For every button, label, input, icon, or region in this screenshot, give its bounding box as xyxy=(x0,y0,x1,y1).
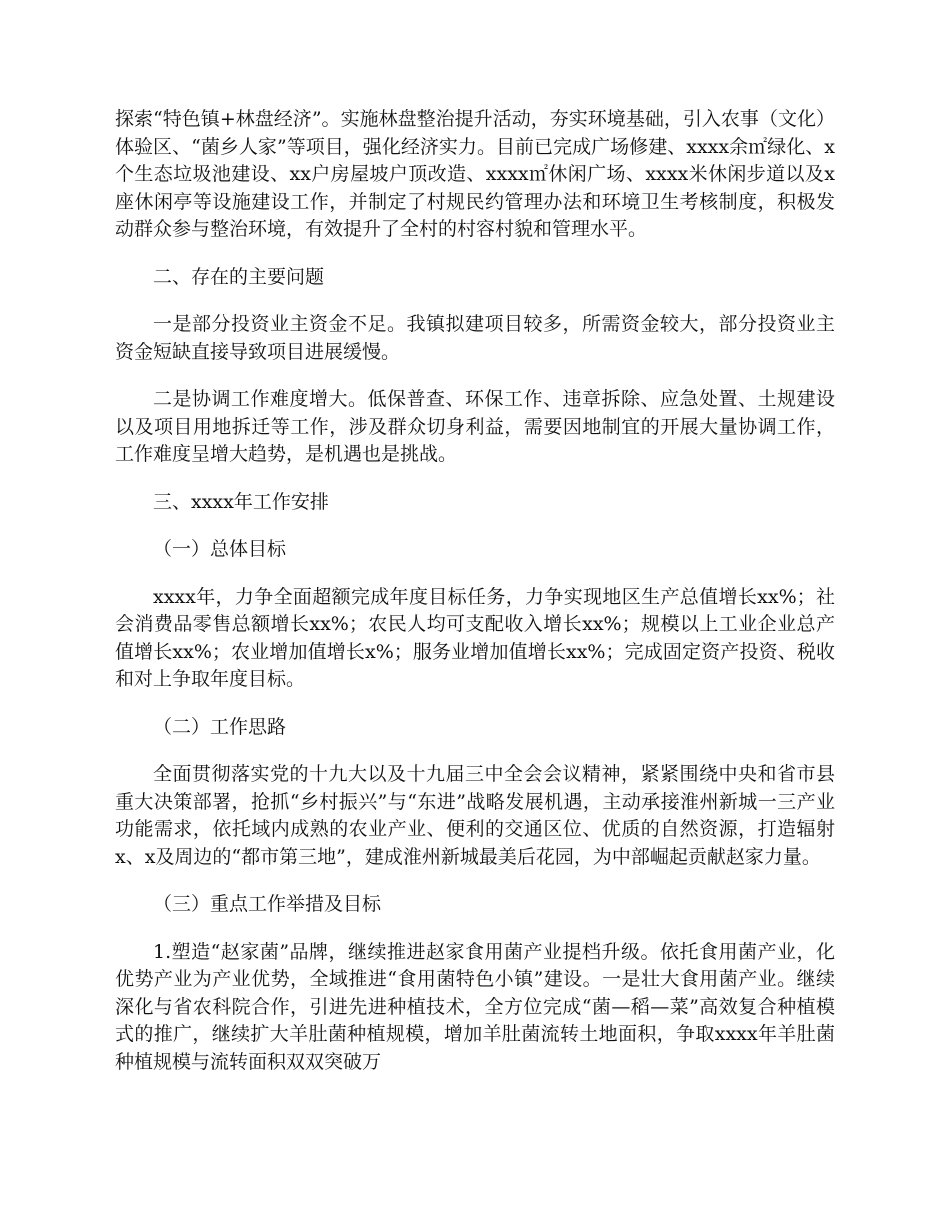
document-page xyxy=(115,106,835,1096)
heading-overall-goal: （一）总体目标 xyxy=(153,538,287,560)
paragraph-work-approach: 全面贯彻落实党的十九大以及十九届三中全会会议精神，紧紧围绕中央和省市县重大决策部署，抢抓“乡村振兴”与“东进”战略发展机遇，主动承接淮州新城一三产业功能需求，依托域内成熟的农业产业、便利的交通区位、优质的自然资源，打造辐射x、x及周边的“都市第三地”，建成淮州新城最美后花园，为中部崛起贡献赵家力量。 xyxy=(115,763,835,868)
heading-work-approach: （二）工作思路 xyxy=(153,715,287,738)
paragraph-overall-goal: xxxx年，力争全面超额完成年度目标任务，力争实现地区生产总值增长xx%；社会消费品零售总额增长xx%；农民人均可支配收入增长xx%；规模以上工业企业总产值增长xx%；农业增加值增长x%；服务业增加值增长xx%；完成固定资产投资、税收和对上争取年度目标。 xyxy=(115,585,835,690)
paragraph-key-measure-1: 1.塑造“赵家菌”品牌，继续推进赵家食用菌产业提档升级。依托食用菌产业，化优势产业为产业优势，全域推进“食用菌特色小镇”建设。一是壮大食用菌产业。继续深化与省农科院合作，引进先进种植技术，全方位完成“菌—稻—菜”高效复合种植模式的推广，继续扩大羊肚菌种植规模，增加羊肚菌流转土地面积，争取xxxx年羊肚菌种植规模与流转面积双双突破万 xyxy=(115,940,835,1073)
paragraph-forest-economy: 探索“特色镇+林盘经济”。实施林盘整治提升活动，夯实环境基础，引入农事（文化）体验区、“菌乡人家”等项目，强化经济实力。目前已完成广场修建、xxxx余㎡绿化、x个生态垃圾池建设、xx户房屋坡户顶改造、xxxx㎡休闲广场、xxxx米休闲步道以及x座休闲亭等设施建设工作，并制定了村规民约管理办法和环境卫生考核制度，积极发动群众参与整治环境，有效提升了全村的村容村貌和管理水平。 xyxy=(115,108,835,240)
paragraph-problem-coordination: 二是协调工作难度增大。低保普查、环保工作、违章拆除、应急处置、土规建设以及项目用地拆迁等工作，涉及群众切身利益，需要因地制宜的开展大量协调工作，工作难度呈增大趋势，是机遇也是挑战。 xyxy=(115,388,835,465)
paragraph-problem-funding: 一是部分投资业主资金不足。我镇拟建项目较多，所需资金较大，部分投资业主资金短缺直接导致项目进展缓慢。 xyxy=(115,313,835,363)
heading-work-plan: 三、xxxx年工作安排 xyxy=(153,490,329,513)
heading-main-problems: 二、存在的主要问题 xyxy=(153,265,325,288)
heading-key-measures: （三）重点工作举措及目标 xyxy=(153,893,382,915)
